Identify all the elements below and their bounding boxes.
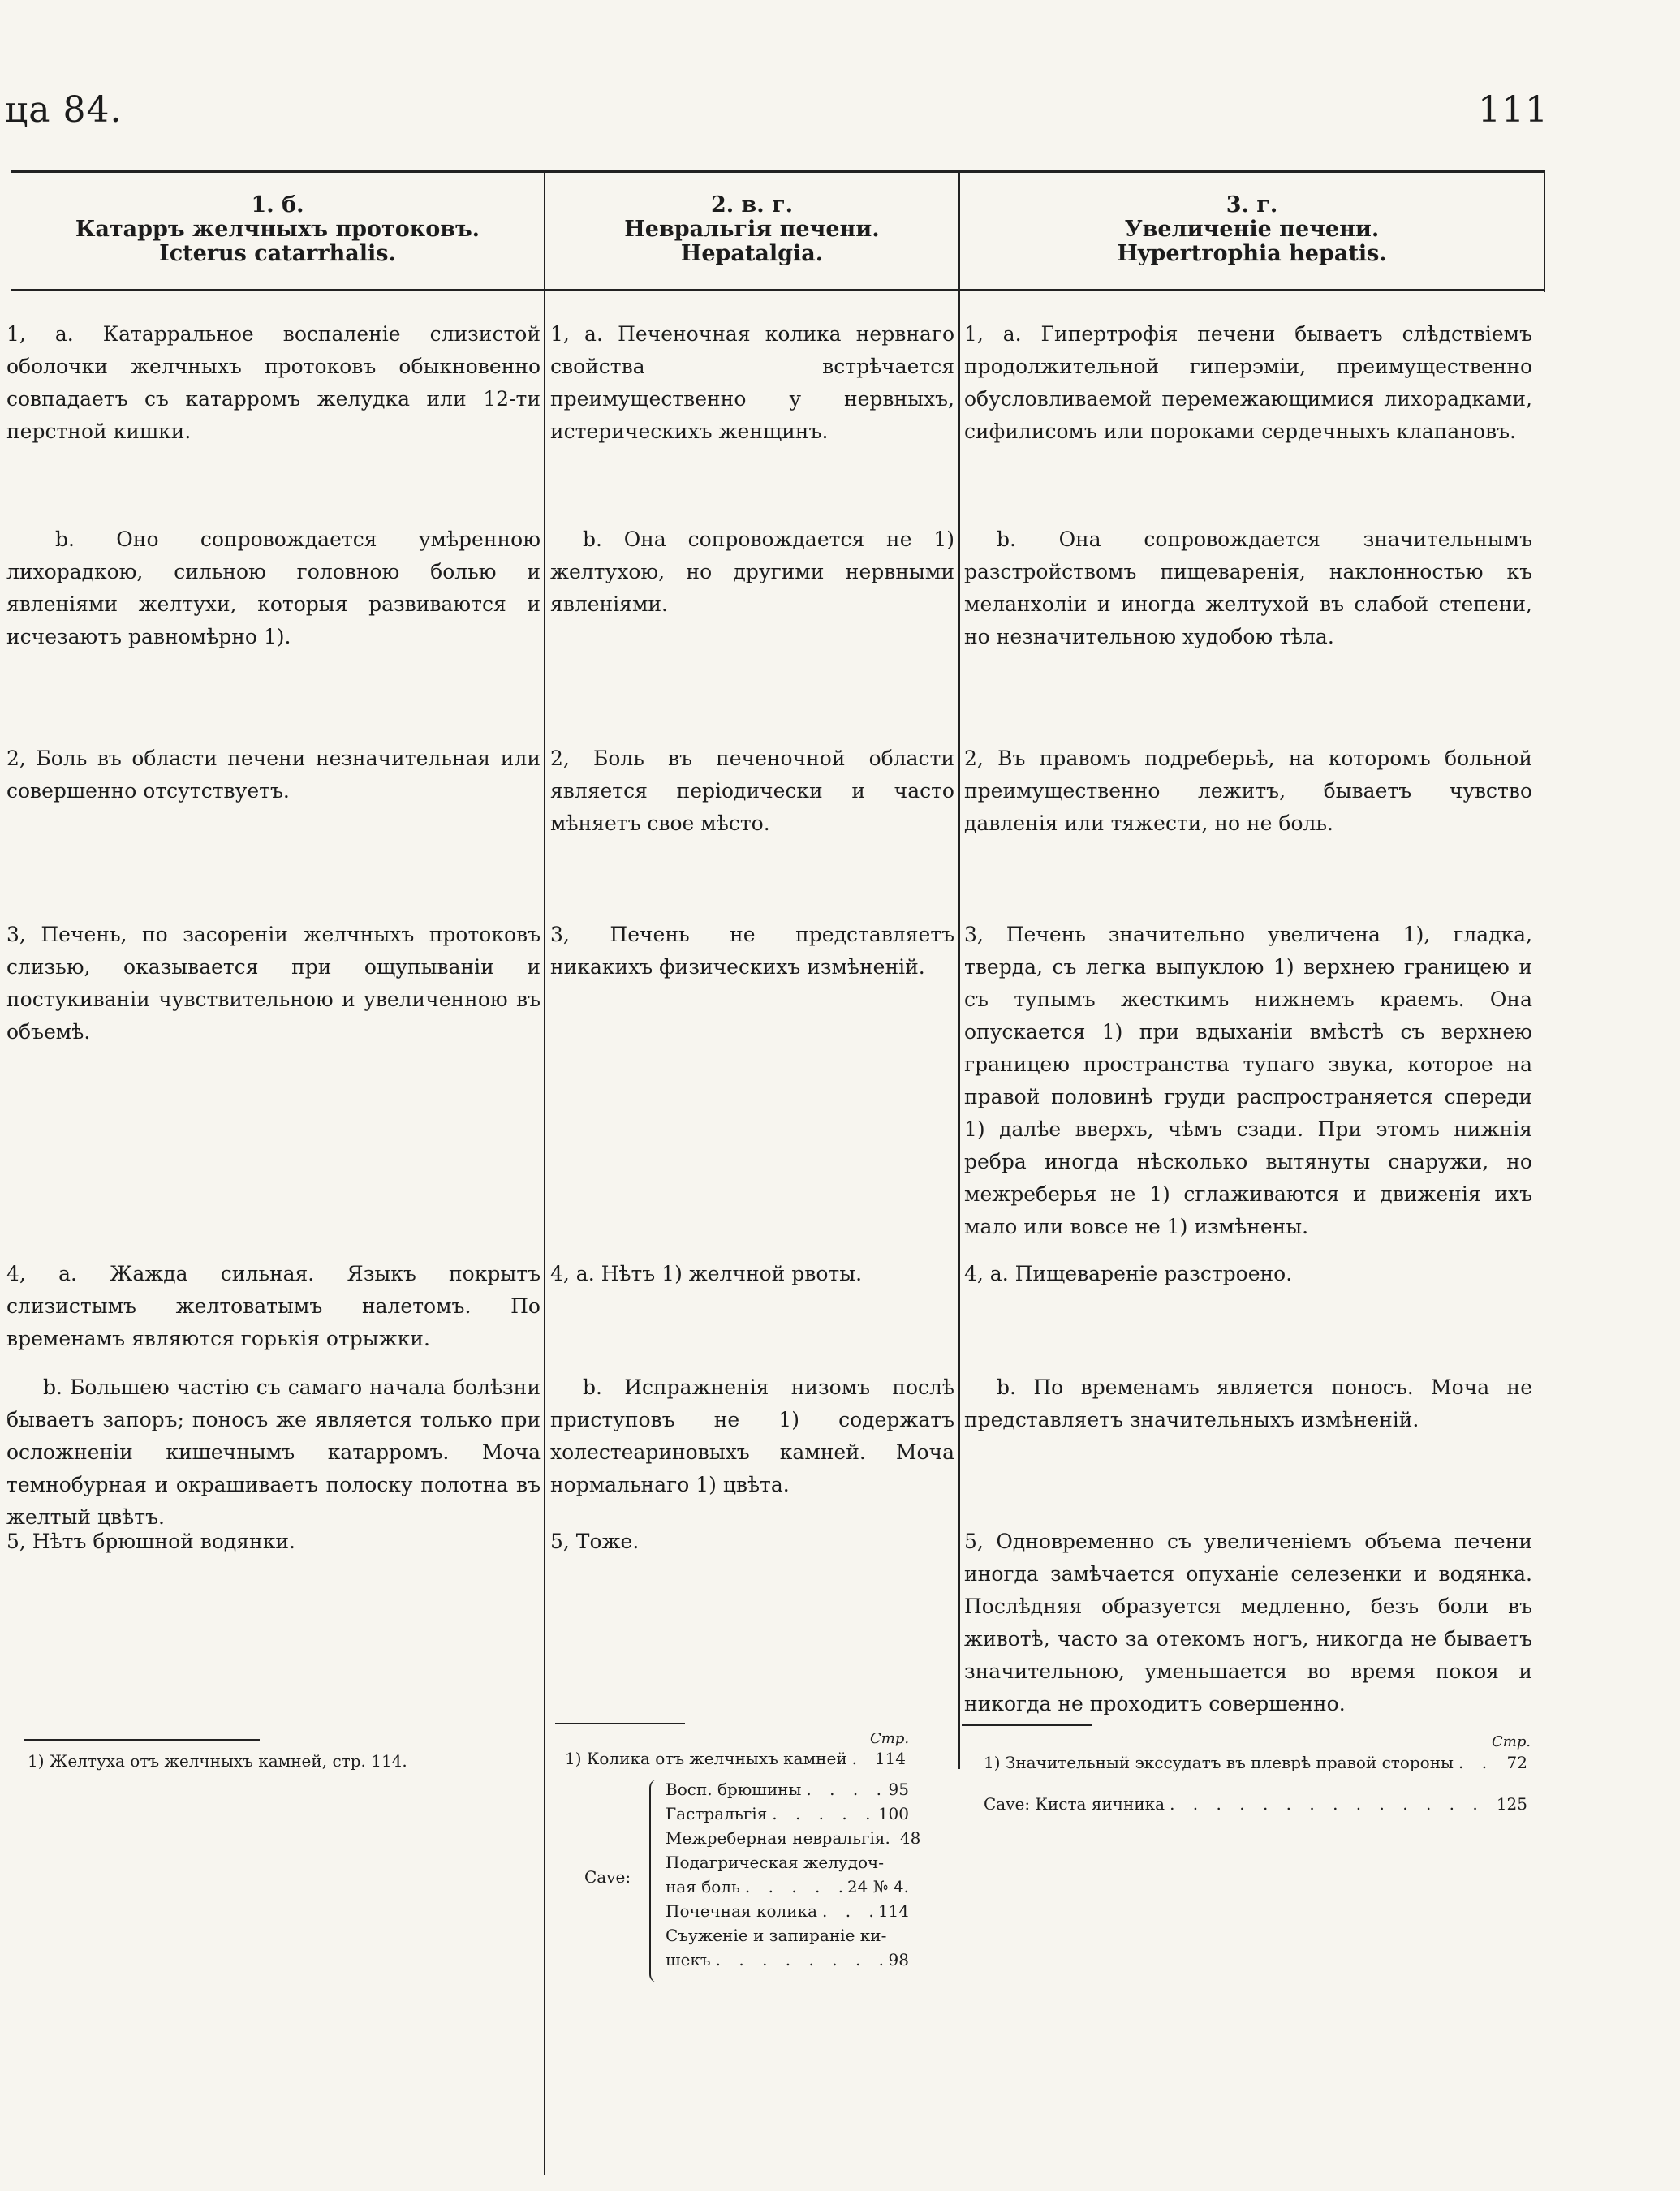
footnote-rule-3: [962, 1724, 1092, 1726]
cave-item: Съуженіе и запираніе ки-: [666, 1926, 887, 1945]
col3-footnote-head: Стр.: [1492, 1733, 1531, 1750]
page-number: 111: [1478, 89, 1549, 131]
cave-item: Почечная колика . . . 114: [666, 1899, 909, 1923]
column-title-ru: Катарръ желчныхъ протоковъ.: [75, 217, 480, 242]
table-top-rule: [11, 170, 1545, 173]
col3-item-4a: 4, а. Пищевареніе разстроено.: [964, 1262, 1293, 1285]
col3-cave: [984, 1792, 1527, 1816]
col3-item-3: 3, Печень значительно увеличена 1), гладка, тверда, съ легка выпуклою 1) верхнею границею и съ тупымъ жесткимъ нижнемъ краемъ. Она опускается 1) при вдыханіи вмѣстѣ съ верхнею границею пространства тупаго звука, которое на правой половинѣ груди распространяется спереди 1) далѣе вверхъ, чѣмъ сзади. При этомъ нижнія ребра иногда нѣсколько вытянуты снаружи, но межреберья не 1) сглаживаются и движенія ихъ мало или вовсе не 1) измѣнены.: [964, 923, 1532, 1238]
cave-item: Гастральгія . . . 100: [666, 1801, 909, 1826]
col3-footnote: [984, 1750, 1527, 1775]
col1-item-4b: b. Большею частію съ самаго начала болѣзни бываетъ запоръ; поносъ же является только при осложненіи кишечнымъ катарромъ. Моча темнобурная и окрашиваетъ полоску полотна въ желтый цвѣтъ.: [6, 1375, 541, 1529]
column-divider-2: [958, 170, 960, 1769]
leader-dots: [1458, 1750, 1502, 1775]
col2-footnote: [565, 1746, 906, 1771]
footnote-rule-1: [24, 1739, 260, 1741]
leader-dots: [852, 1746, 870, 1771]
col1-item-4a: 4, а. Жажда сильная. Языкъ покрытъ слизистымъ желтоватымъ налетомъ. По временамъ являются горькія отрыжки.: [6, 1262, 541, 1350]
col2-footnote-page: 114: [874, 1749, 906, 1768]
col2-item-2: 2, Боль въ печеночной области является періодически и часто мѣняетъ свое мѣсто.: [550, 747, 954, 835]
column-title-lat: Hypertrophia hepatis.: [1117, 241, 1387, 266]
cave-list: [666, 1777, 921, 1972]
column-heading-2: [545, 193, 958, 266]
col3-cave-page: 125: [1496, 1794, 1527, 1814]
column-number: 2. в. г.: [710, 192, 794, 217]
col3-item-2: 2, Въ правомъ подреберьѣ, на которомъ больной преимущественно лежитъ, бываетъ чувство давленія или тяжести, но не боль.: [964, 747, 1532, 835]
col3-cave-text: Cave: Киста яичника: [984, 1794, 1165, 1814]
col2-item-4a: 4, а. Нѣтъ 1) желчной рвоты.: [550, 1262, 863, 1285]
column-title-lat: Icterus catarrhalis.: [159, 241, 396, 266]
col2-item-1b: b. Она сопровождается не 1) желтухою, но другими нервными явленіями.: [550, 527, 954, 616]
col2-item-3: 3, Печень не представляетъ никакихъ физическихъ измѣненій.: [550, 923, 954, 979]
column-number: 3. г.: [1226, 192, 1278, 217]
col1-item-1a: 1, а. Катарральное воспаленіе слизистой оболочки желчныхъ протоковъ обыкновенно совпадаетъ съ катарромъ желудка или 12-ти перстной кишки.: [6, 322, 541, 443]
cave-item: Восп. брюшины . . . 95: [666, 1777, 909, 1801]
running-head: ца 84.: [5, 89, 123, 131]
col1-item-3: 3, Печень, по засореніи желчныхъ протоковъ слизью, оказывается при ощупываніи и постукиваніи чувствительною и увеличенною въ объемѣ.: [6, 923, 541, 1044]
column-number: 1. б.: [251, 192, 304, 217]
col2-item-5: 5, Тоже.: [550, 1530, 640, 1553]
col2-footnote-text: 1) Колика отъ желчныхъ камней: [565, 1749, 847, 1768]
col3-footnote-page: 72: [1506, 1753, 1527, 1772]
col3-item-1b: b. Она сопровождается значительнымъ разстройствомъ пищеваренія, наклонностью къ меланхоліи и иногда желтухой въ слабой степени, но незначительною худобою тѣла.: [964, 527, 1532, 648]
col3-item-4b: b. По временамъ является поносъ. Моча не представляетъ значительныхъ измѣненій.: [964, 1375, 1532, 1431]
column-divider-1: [544, 170, 545, 2175]
cave-item: Подагрическая желудоч-: [666, 1853, 885, 1872]
col2-footnote-head: Стр.: [870, 1730, 910, 1747]
table-right-border: [1544, 170, 1545, 292]
col3-item-5: 5, Одновременно съ увеличеніемъ объема печени иногда замѣчается опуханіе селезенки и водянка. Послѣдняя образуется медленно, безъ боли въ животѣ, часто за отекомъ ногъ, никогда не бываетъ значительною, уменьшается во время покоя и никогда не проходитъ совершенно.: [964, 1530, 1532, 1715]
cave-item: шекъ . . . 98: [666, 1948, 909, 1972]
col1-item-1b: b. Оно сопровождается умѣренною лихорадкою, сильною головною болью и явленіями желтухи, которыя развиваются и исчезаютъ равномѣрно 1).: [6, 527, 541, 648]
col2-item-1a: 1, а. Печеночная колика нервнаго свойства встрѣчается преимущественно у нервныхъ, истерическихъ женщинъ.: [550, 322, 954, 443]
column-title-ru: Невральгія печени.: [624, 217, 880, 242]
cave-item: ная боль . . . 24 № 4.: [666, 1875, 909, 1899]
col1-item-2: 2, Боль въ области печени незначительная или совершенно отсутствуетъ.: [6, 747, 541, 803]
col2-item-4b: b. Испражненія низомъ послѣ приступовъ не 1) содержатъ холестеариновыхъ камней. Моча нормальнаго 1) цвѣта.: [550, 1375, 954, 1496]
cave-item: Межреберная невральгія. 48: [666, 1828, 921, 1848]
col1-footnote: 1) Желтуха отъ желчныхъ камней, стр. 114.: [28, 1751, 407, 1771]
cave-label: Cave:: [584, 1867, 631, 1887]
col3-item-1a: 1, а. Гипертрофія печени бываетъ слѣдствіемъ продолжительной гиперэміи, преимущественно обусловливаемой перемежающимися лихорадками, сифилисомъ или пороками сердечныхъ клапановъ.: [964, 322, 1532, 443]
column-heading-3: [960, 193, 1544, 266]
col3-footnote-text: 1) Значительный эксcудатъ въ плеврѣ правой стороны: [984, 1753, 1454, 1772]
header-bottom-rule: [11, 289, 1545, 291]
footnote-rule-2: [555, 1723, 685, 1724]
column-heading-1: [11, 193, 544, 266]
leader-dots: [1170, 1792, 1492, 1816]
column-title-ru: Увеличеніе печени.: [1124, 217, 1380, 242]
column-title-lat: Hepatalgia.: [680, 241, 824, 266]
col1-item-5: 5, Нѣтъ брюшной водянки.: [6, 1530, 295, 1553]
cave-brace: [649, 1780, 661, 1982]
